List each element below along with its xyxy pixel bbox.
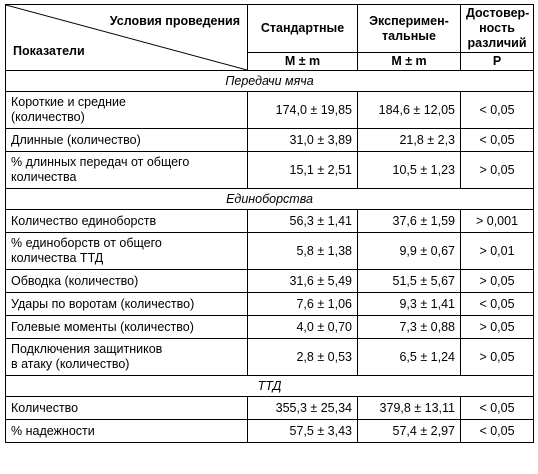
p-value-cell: > 0,05 xyxy=(461,339,534,376)
indicators-header: Показатели xyxy=(13,44,85,58)
standard-value-cell: 7,6 ± 1,06 xyxy=(248,293,358,316)
indicator-cell: Длинные (количество) xyxy=(6,129,248,152)
p-value-cell: > 0,05 xyxy=(461,270,534,293)
section-title: Передачи мяча xyxy=(6,71,534,92)
standard-value-cell: 56,3 ± 1,41 xyxy=(248,210,358,233)
indicator-cell: Подключения защитников в атаку (количество) xyxy=(6,339,248,376)
p-value-cell: > 0,01 xyxy=(461,233,534,270)
table-row xyxy=(6,270,534,293)
table-row xyxy=(6,420,534,443)
reliability-header: Достовер- ность различий xyxy=(461,5,534,53)
experimental-value-cell: 7,3 ± 0,88 xyxy=(358,316,461,339)
table-row xyxy=(6,210,534,233)
table-row xyxy=(6,397,534,420)
table-row xyxy=(6,233,534,270)
section-title: ТТД xyxy=(6,376,534,397)
section-row xyxy=(6,189,534,210)
indicator-cell: Обводка (количество) xyxy=(6,270,248,293)
indicator-cell: % надежности xyxy=(6,420,248,443)
indicator-cell: Количество единоборств xyxy=(6,210,248,233)
stat-standard-header: M ± m xyxy=(248,53,358,71)
experimental-value-cell: 184,6 ± 12,05 xyxy=(358,92,461,129)
stat-experimental-header: M ± m xyxy=(358,53,461,71)
p-value-cell: > 0,05 xyxy=(461,316,534,339)
table-row xyxy=(6,152,534,189)
p-value-cell: < 0,05 xyxy=(461,129,534,152)
standard-value-cell: 4,0 ± 0,70 xyxy=(248,316,358,339)
experimental-value-cell: 379,8 ± 13,11 xyxy=(358,397,461,420)
p-value-cell: > 0,001 xyxy=(461,210,534,233)
experimental-value-cell: 9,3 ± 1,41 xyxy=(358,293,461,316)
results-table xyxy=(5,4,534,443)
indicator-cell: Голевые моменты (количество) xyxy=(6,316,248,339)
p-value-cell: < 0,05 xyxy=(461,293,534,316)
experimental-value-cell: 6,5 ± 1,24 xyxy=(358,339,461,376)
experimental-value-cell: 51,5 ± 5,67 xyxy=(358,270,461,293)
standard-value-cell: 31,0 ± 3,89 xyxy=(248,129,358,152)
table-row xyxy=(6,293,534,316)
p-value-cell: < 0,05 xyxy=(461,397,534,420)
experimental-value-cell: 9,9 ± 0,67 xyxy=(358,233,461,270)
standard-value-cell: 174,0 ± 19,85 xyxy=(248,92,358,129)
table-row xyxy=(6,316,534,339)
p-value-cell: < 0,05 xyxy=(461,92,534,129)
section-row xyxy=(6,71,534,92)
conditions-header: Условия проведения xyxy=(109,14,240,28)
indicator-cell: Удары по воротам (количество) xyxy=(6,293,248,316)
indicator-cell: % длинных передач от общего количества xyxy=(6,152,248,189)
standard-value-cell: 15,1 ± 2,51 xyxy=(248,152,358,189)
p-value-cell: < 0,05 xyxy=(461,420,534,443)
table-row xyxy=(6,92,534,129)
indicator-cell: Количество xyxy=(6,397,248,420)
experimental-header: Эксперимен- тальные xyxy=(358,5,461,53)
standard-value-cell: 2,8 ± 0,53 xyxy=(248,339,358,376)
standard-value-cell: 355,3 ± 25,34 xyxy=(248,397,358,420)
indicator-cell: % единоборств от общего количества ТТД xyxy=(6,233,248,270)
table-body xyxy=(6,71,534,443)
standard-header: Стандартные xyxy=(248,5,358,53)
experimental-value-cell: 10,5 ± 1,23 xyxy=(358,152,461,189)
table-row xyxy=(6,129,534,152)
indicator-cell: Короткие и средние (количество) xyxy=(6,92,248,129)
experimental-value-cell: 57,4 ± 2,97 xyxy=(358,420,461,443)
standard-value-cell: 31,6 ± 5,49 xyxy=(248,270,358,293)
experimental-value-cell: 21,8 ± 2,3 xyxy=(358,129,461,152)
p-value-cell: > 0,05 xyxy=(461,152,534,189)
table-row xyxy=(6,339,534,376)
section-title: Единоборства xyxy=(6,189,534,210)
experimental-value-cell: 37,6 ± 1,59 xyxy=(358,210,461,233)
standard-value-cell: 5,8 ± 1,38 xyxy=(248,233,358,270)
section-row xyxy=(6,376,534,397)
header-corner-cell xyxy=(6,5,248,71)
stat-p-header: P xyxy=(461,53,534,71)
standard-value-cell: 57,5 ± 3,43 xyxy=(248,420,358,443)
